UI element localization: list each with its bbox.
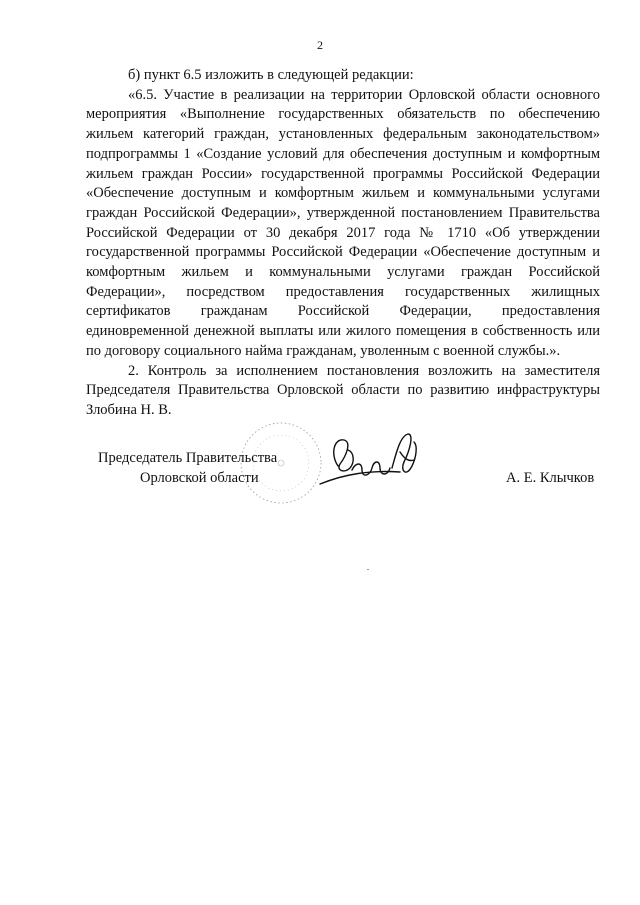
document-body xyxy=(86,66,600,421)
handwritten-signature-icon xyxy=(300,422,430,507)
page-number: 2 xyxy=(317,38,323,52)
paragraph-2: 2. Контроль за исполнением постановления возложить на заместителя Председателя Правительства Орловской области по развитию инфраструктуры Злобина Н. В. xyxy=(86,362,600,418)
signatory-position-line1: Председатель Правительства xyxy=(98,450,278,466)
paragraph-6-5: «6.5. Участие в реализации на территории Орловской области основного мероприятия «Выполнение государственных обязательств по обеспечению жильем категорий граждан, установленных федеральным законодательством» подпрограммы 1 «Создание условий для обеспечения доступным и комфортным жильем граждан России» государственной программы Российской Федерации «Обеспечение доступным и комфортным жильем и коммунальными услугами граждан Российской Федерации», утвержденной постановлением Правительства Российской Федерации от 30 декабря 2017 года № 1710 «Об утверждении государственной программы Российской Федерации «Обеспечение доступным и комфортным жильем и коммунальными услугами граждан Российской Федерации», посредством предоставления государственных жилищных сертификатов гражданам Российской Федерации, предоставления единовременной денежной выплаты или жилого помещения в собственность или по договору социального найма гражданам, уволенным с военной службы.». xyxy=(86,86,600,359)
scan-artifact xyxy=(367,569,369,570)
signatory-position-line2: Орловской области xyxy=(140,470,259,486)
signatory-name: А. Е. Клычков xyxy=(506,470,595,486)
item-b-text: б) пункт 6.5 изложить в следующей редакции: xyxy=(128,67,414,83)
signatory-position xyxy=(98,448,277,488)
